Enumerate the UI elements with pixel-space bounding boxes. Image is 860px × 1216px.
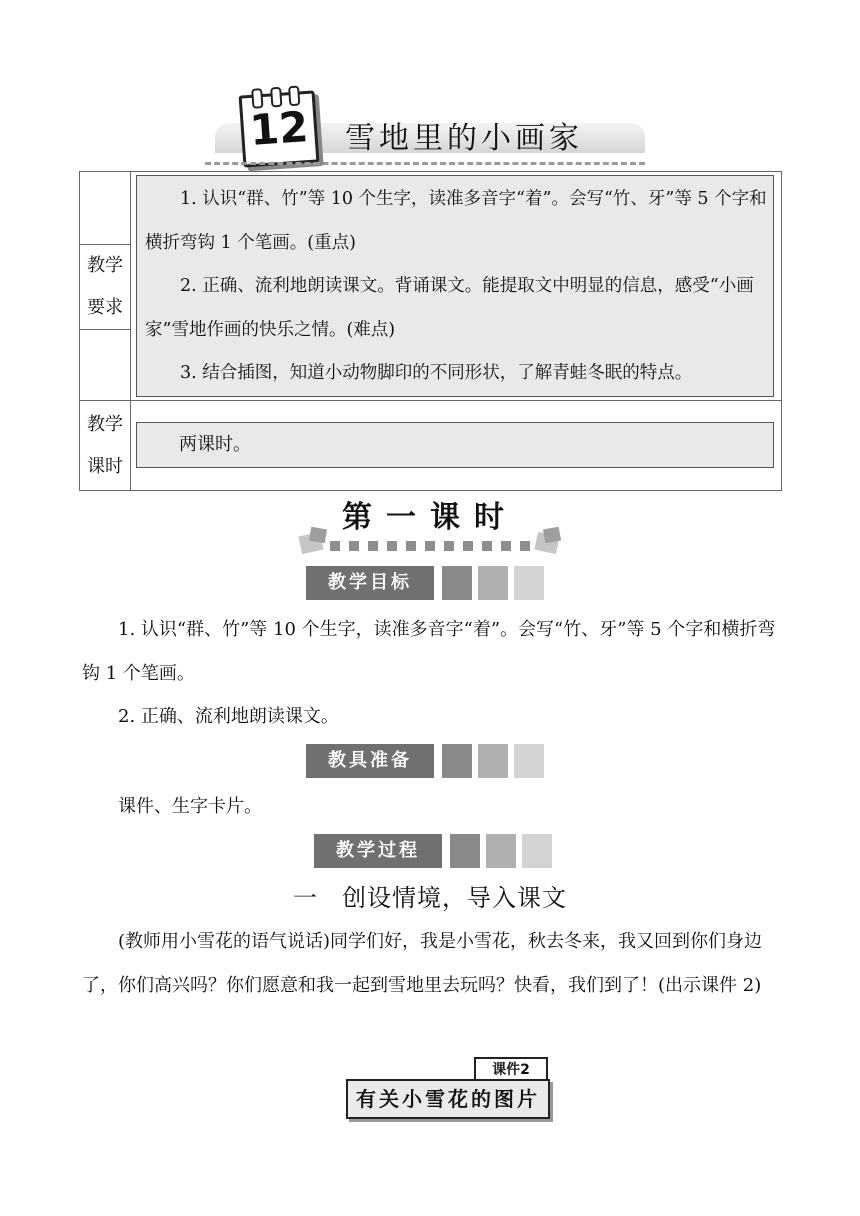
process-paragraph: (教师用小雪花的语气说话)同学们好，我是小雪花，秋去冬来，我又回到你们身边了，你们高兴吗？你们愿意和我一起到雪地里去玩吗？快看，我们到了！(出示课件 2)	[82, 931, 763, 996]
materials-tag-label: 教具准备	[306, 744, 434, 778]
step-number: 一	[293, 884, 318, 912]
period-decoration	[300, 530, 560, 554]
courseware-caption: 有关小雪花的图片	[346, 1079, 550, 1119]
objective-item: 2. 正确、流利地朗读课文。	[118, 706, 339, 727]
calendar-rings	[251, 85, 300, 102]
courseware-tab: 课件2	[474, 1057, 548, 1081]
table-column-divider	[130, 172, 131, 490]
step-heading	[0, 878, 860, 913]
lesson-title: 雪地里的小画家	[345, 121, 583, 156]
process-tag-label: 教学过程	[314, 834, 442, 868]
goals-label-line1: 教学	[87, 255, 123, 276]
objectives-tag-label: 教学目标	[306, 566, 434, 600]
goal-item: 2. 正确、流利地朗读课文。背诵课文。能提取文中明显的信息，感受“小画家”雪地作画的快乐之情。(难点)	[145, 276, 754, 340]
hours-box: 两课时。	[136, 422, 774, 468]
courseware-box	[346, 1057, 552, 1121]
calendar-icon	[239, 90, 320, 167]
goal-item: 1. 认识“群、竹”等 10 个生字，读准多音字“着”。会写“竹、牙”等 5 个字和横折弯钩 1 个笔画。(重点)	[145, 189, 767, 253]
hours-label-line2: 课时	[87, 456, 123, 477]
lesson-header	[205, 85, 645, 170]
goal-item: 3. 结合插图，知道小动物脚印的不同形状，了解青蛙冬眠的特点。	[180, 363, 693, 384]
hours-label-line1: 教学	[87, 414, 123, 435]
lesson-number: 12	[248, 102, 310, 155]
goals-box	[136, 175, 774, 397]
goals-label-line2: 要求	[87, 297, 123, 318]
period-title: 第一课时	[342, 500, 518, 535]
requirements-table	[79, 171, 782, 491]
header-divider	[205, 162, 645, 165]
objective-item: 1. 认识“群、竹”等 10 个生字，读准多音字“着”。会写“竹、牙”等 5 个字和横折弯钩 1 个笔画。	[82, 619, 776, 684]
goals-label	[80, 244, 130, 330]
table-row-divider	[80, 400, 781, 401]
hours-label	[80, 404, 130, 488]
step-title: 创设情境，导入课文	[342, 884, 567, 912]
materials-text: 课件、生字卡片。	[118, 796, 262, 817]
